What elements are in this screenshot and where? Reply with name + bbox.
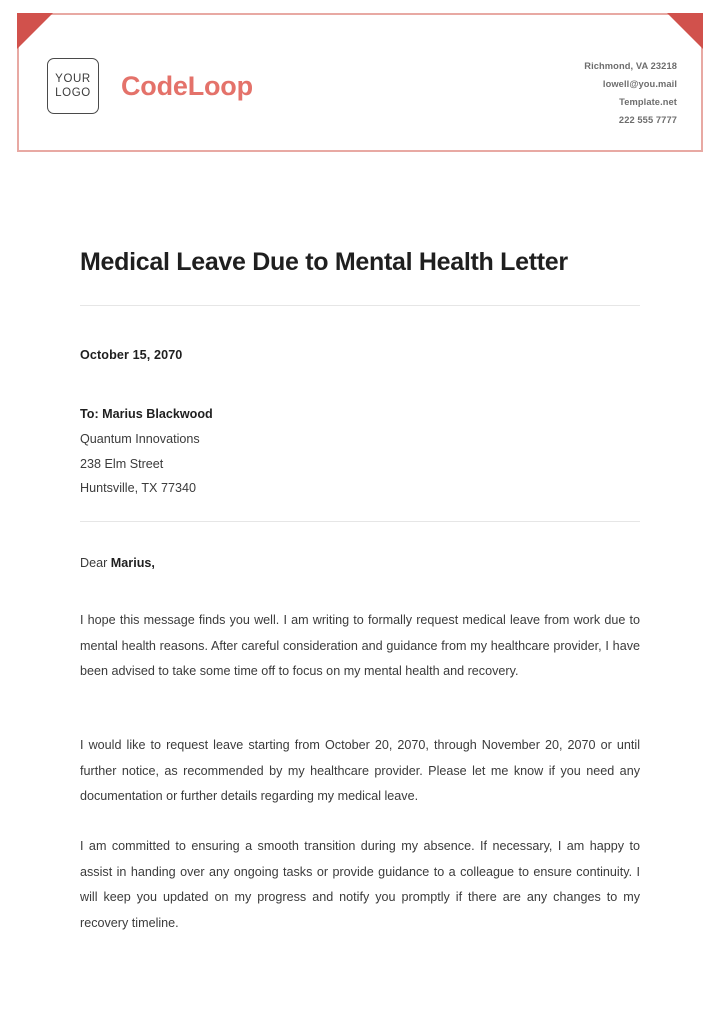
recipient-company: Quantum Innovations [80, 431, 200, 446]
recipient-block [80, 402, 213, 501]
body-paragraph-1: I hope this message finds you well. I am writing to formally request medical leave from work due to mental health reasons. After careful consideration and guidance from my healthcare provider, I have been advised to take some time off to focus on my mental health and recovery. [80, 613, 640, 679]
salutation [80, 556, 155, 570]
body-paragraph-3: I am committed to ensuring a smooth transition during my absence. If necessary, I am happy to assist in handing over any ongoing tasks or provide guidance to a colleague to ensure continuity. I will keep you updated on my progress and notify you promptly if there are any changes to my recovery timeline. [80, 839, 640, 930]
brand-name: CodeLoop [121, 70, 253, 101]
contact-info-block [584, 58, 677, 129]
page-title: Medical Leave Due to Mental Health Letter [80, 248, 568, 276]
body-paragraph-2: I would like to request leave starting from October 20, 2070, through November 20, 2070 or until further notice, as recommended by my healthcare provider. Please let me know if you need any documentation or further details regarding my medical leave. [80, 738, 640, 804]
logo-placeholder-line1: YOUR [55, 72, 91, 85]
salutation-greeting: Dear [80, 556, 111, 570]
recipient-name: To: Marius Blackwood [80, 407, 213, 421]
contact-website: Template.net [619, 96, 677, 107]
contact-email: lowell@you.mail [602, 78, 677, 89]
divider-top [80, 305, 640, 306]
contact-address: Richmond, VA 23218 [584, 61, 677, 71]
contact-phone: 222 555 7777 [618, 114, 677, 125]
brand-lockup [47, 58, 253, 114]
salutation-name: Marius, [110, 556, 155, 570]
logo-placeholder-line2: LOGO [55, 87, 91, 99]
recipient-street: 238 Elm Street [80, 456, 164, 471]
divider-bottom [80, 521, 640, 522]
letter-date: October 15, 2070 [80, 348, 183, 362]
logo-placeholder-icon [47, 58, 99, 114]
recipient-city-state-zip: Huntsville, TX 77340 [80, 481, 196, 496]
